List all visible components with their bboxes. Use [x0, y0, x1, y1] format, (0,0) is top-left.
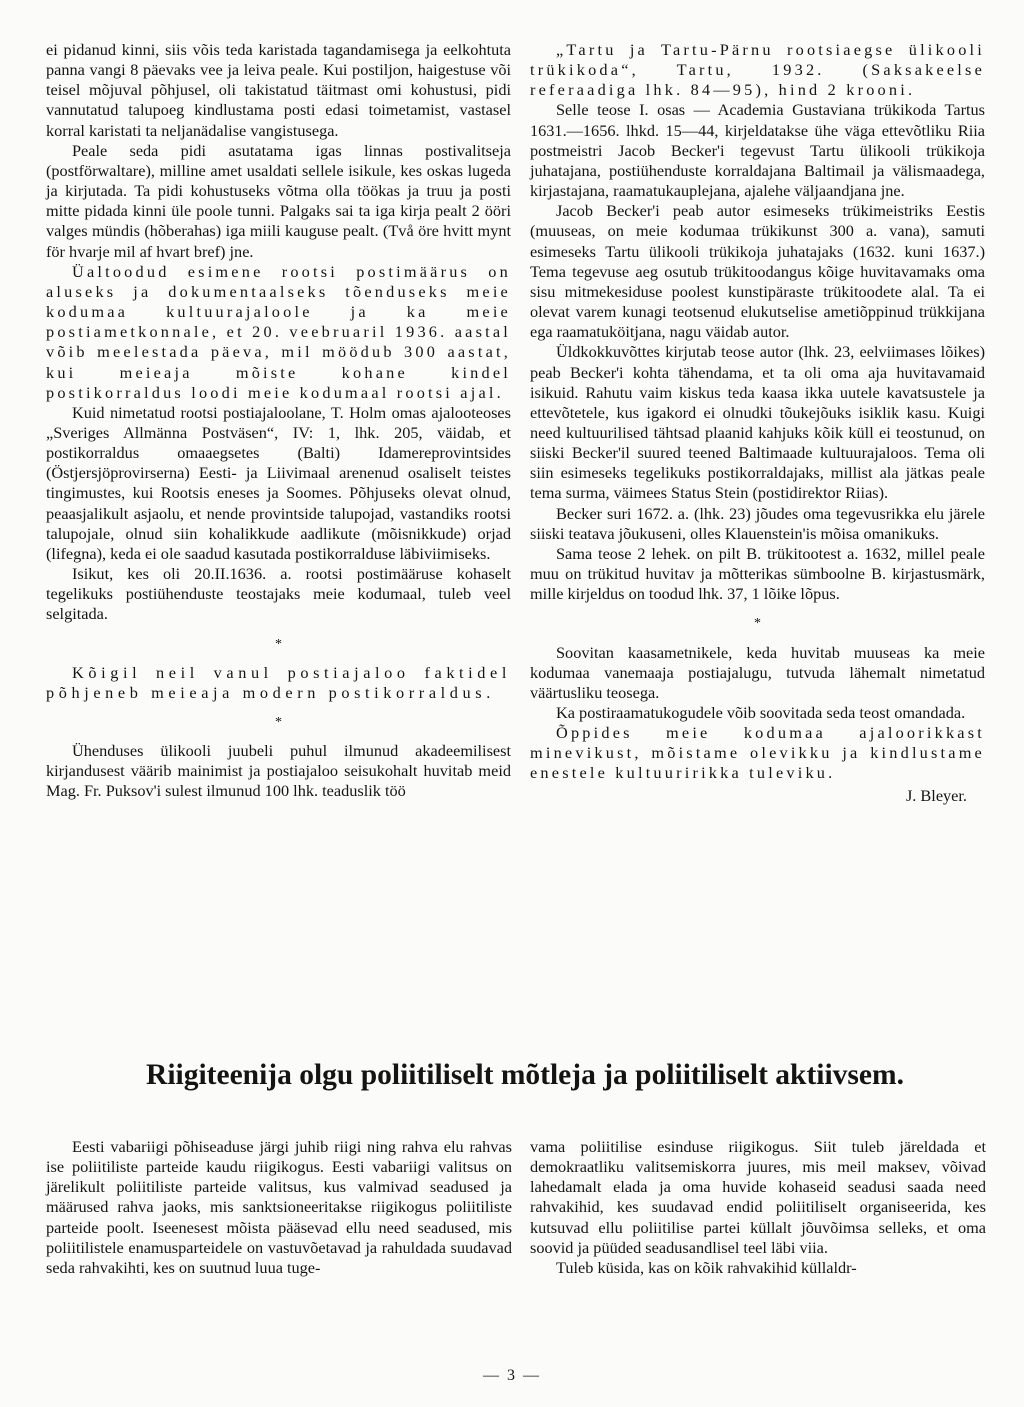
paragraph: Isikut, kes oli 20.II.1636. a. rootsi postimääruse kohaselt tegelikuks postiühenduste teostajaks meie kodumaal, tuleb veel selgitada.	[46, 564, 511, 624]
paragraph-spaced: Kõigil neil vanul postiajaloo faktidel põhjeneb meieaja modern postikorraldus.	[46, 662, 511, 702]
paragraph: Ühenduses ülikooli juubeli puhul ilmunud akadeemilisest kirjandusest väärib mainimist ja postiajaloo seisukohalt huvitab meid Mag. Fr. Puksov'i sulest ilmunud 100 lhk. teaduslik töö	[46, 741, 511, 801]
paragraph: Selle teose I. osas — Academia Gustaviana trükikoda Tartus 1631.—1656. lhkd. 15—44, kirjeldatakse ühe väga ettevõtliku Riia postmeistri Jacob Becker'i tegevust Tartu ülikooli trükikoja juhatajana, postiühenduste korraldajana Baltimail ja välismaadega, kirjastajana, raamatukauplejana, ajalehe väljaandjana jne.	[530, 100, 985, 201]
paragraph: Kuid nimetatud rootsi postiajaloolane, T. Holm omas ajalooteoses „Sveriges Allmänna Postväsen“, IV: 1, lhk. 205, väidab, et postikorraldus omaaegsetes (Balti) Idamereprovintsides (Östjersjöprovirserna) Eesti- ja Liivimaal arenenud osaliselt teistes tingimustes, kui Rootsis eneses ja Soomes. Põhjuseks olevat olnud, peaasjalikult asjaolu, et nende provintside talupojad, vastandiks rootsi talupojale, olnud siin kohalikkude aadlikute (mõisnikkude) orjad (lifegna), keda ei ole saadud kasutada postikorralduse läbiviimiseks.	[46, 402, 511, 563]
paragraph: Soovitan kaasametnikele, keda huvitab muuseas ka meie kodumaa vanemaaja postiajalugu, tutvuda lähemalt nimetatud väärtusliku teosega.	[530, 642, 985, 702]
paragraph: ei pidanud kinni, siis võis teda karistada tagandamisega ja eelkohtuta panna vangi 8 päevaks vee ja leiva peale. Kui postiljon, haigestuse või teisel mõjuval põhjusel, oli takistatud täitmast omi kohustusi, pidi vannutatud talupoeg kindlustama posti edasi toimetamist, vastasel korral karistati ta neljanädalise vangistusega.	[46, 40, 511, 140]
section-separator: *	[754, 616, 761, 632]
paragraph: Eesti vabariigi põhiseaduse järgi juhib riigi ning rahva elu rahvas ise poliitiliste parteide kaudu riigikogus. Eesti vabariigi valitsus on järelikult poliitiliste parteide valitsus, kus valmivad seadused ja määrused rahva jaoks, mis sanktsioneeritakse riigikogus poliitiliste parteide poolt. Iseenesest mõista pääsevad ellu need seadused, mis poliitilistele enamusparteidele on vastuvõetavad ja rahuldada suudavad seda rahvakihti, kes on suutnud luua tuge-	[46, 1137, 512, 1277]
author-signature: J. Bleyer.	[905, 785, 967, 805]
left-column	[46, 40, 511, 802]
paragraph: Sama teose 2 lehek. on pilt B. trükitootest a. 1632, millel peale muu on trükitud huvitav ja mõtterikas sümboolne B. kirjastusmärk, mille kirjeldus on toodud lhk. 37, 1 lõike lõpus.	[530, 543, 985, 604]
article-left-column	[46, 1137, 512, 1278]
paragraph: vama poliitilise esinduse riigikogus. Siit tuleb järeldada et demokraatliku valitsemiskorra juures, mis meil maksev, võivad lahedamalt elada ja oma huvide kohaseid seadusi saada need rahvakihid, kes suudavad endid poliitiliselt organiseerida, kes kutsuvad ellu poliitilise partei küllalt jõuvõimsa selleks, et oma soovid ja püüded seadusandlisel teel läbi viia.	[530, 1137, 986, 1257]
paragraph: Jacob Becker'i peab autor esimeseks trükimeistriks Eestis (muuseas, on meie kodumaa trükikunst 300 a. vana), samuti esimeseks Tartu ülikooli trükikoja juhatajaks (1632. kuni 1637.) Tema tegevuse aeg osutub trükitoodangus kõige huvitavamaks oma sisu mitmekesiduse poolest kunstipäraste trükitoodete alal. Ta ei olevat varem kunagi teotsenud elukutselise ametiõppinud trükkijana ega raamatuköitjana, nagu väidab autor.	[530, 201, 985, 342]
article-headline: Riigiteenija olgu poliitiliselt mõtleja ja poliitiliselt aktiivsem.	[146, 1059, 904, 1091]
paragraph-spaced: Üaltoodud esimene rootsi postimäärus on aluseks ja dokumentaalseks tõenduseks meie kodumaa kultuurajaloole ja ka meie postiametkonnale, et 20. veebruaril 1936. aastal võib meelestada päeva, mil möödub 300 aastat, kui meieaja mõiste kohane kindel postikorraldus loodi meie kodumaal rootsi ajal.	[46, 261, 511, 402]
article-right-column	[530, 1137, 986, 1278]
paragraph: Becker suri 1672. a. (lhk. 23) jõudes oma tegevusrikka elu järele siiski teatava jõukuseni, olles Klauenstein'is mõisa omanikuks.	[530, 503, 985, 543]
paragraph: Ka postiraamatukogudele võib soovitada seda teost omandada.	[556, 703, 966, 722]
paragraph: Tuleb küsida, kas on kõik rahvakihid küllaldr-	[556, 1257, 857, 1277]
paragraph: „Tartu ja Tartu-Pärnu rootsiaegse ülikooli trükikoda“, Tartu, 1932. (Saksakeelse referaadiga lhk. 84—95), hind 2 krooni.	[530, 40, 985, 100]
right-column	[530, 40, 985, 806]
page-number: — 3 —	[483, 1367, 541, 1384]
paragraph: Peale seda pidi asutatama igas linnas postivalitseja (postförwaltare), milline amet usaldati sellele isikule, kes oskas lugeda ja kirjutada. Ta pidi kohustuseks võtma olla töökas ja truu ja posti mitte pidada kinni üle poole tunni. Palgaks sai ta iga kirja pealt 2 ööri valges mündis (hõberahas) iga miili kauguse pealt. (Två öre hvitt mynt för hvarje mil af hvart bref) jne.	[46, 140, 511, 261]
section-separator: *	[275, 715, 282, 730]
section-separator: *	[275, 636, 282, 652]
paragraph-spaced: Õppides meie kodumaa ajaloorikkast minevikust, mõistame olevikku ja kindlustame enestele kultuuririkka tuleviku.	[530, 723, 985, 783]
paragraph: Üldkokkuvõttes kirjutab teose autor (lhk. 23, eelviimases lõikes) peab Becker'i kohta tähendama, et ta oli oma aja huvitavamaid isikuid. Rahutu vaim kiskus teda kaasa ikka uutele kavatsustele ja ettevõtetele, kus igakord ei olnudki tõukejõuks isiklik kasu. Kuigi need kultuurilised tähtsad plaanid kahjuks kõik küll ei teostunud, on siiski Becker'il suured teened Baltimaade kultuurajaloos. Tema oli siin esimeseks tegelikuks postikorraldajaks, millist ala jätkas peale tema surma, väimees Status Stein (postidirektor Riias).	[530, 342, 985, 503]
